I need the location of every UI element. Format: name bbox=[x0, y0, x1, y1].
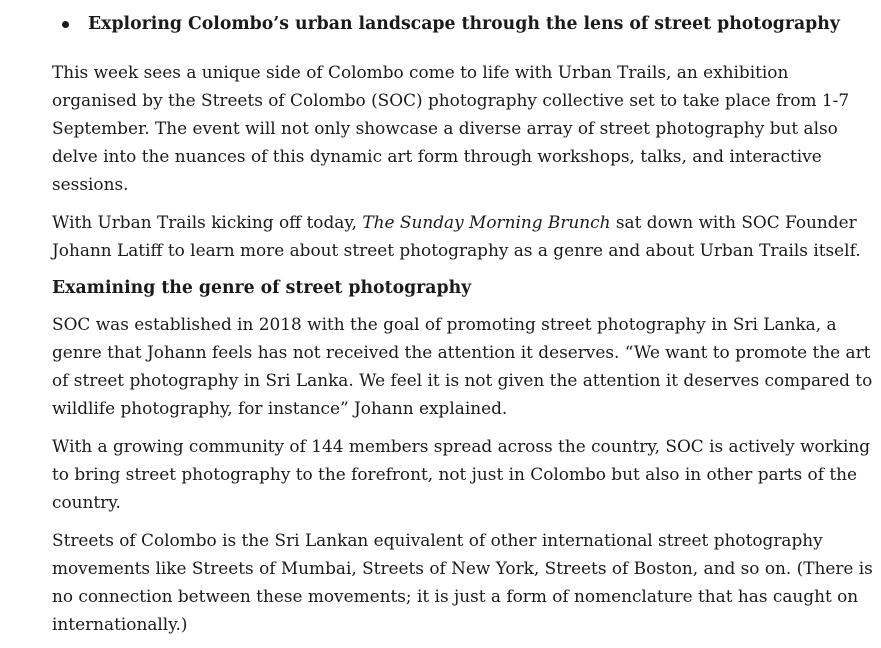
article-body bbox=[52, 10, 874, 648]
paragraph-equivalents: Streets of Colombo is the Sri Lankan equivalent of other international street photography movements like Streets of Mumbai, Streets of New York, Streets of Boston, and so on. (There is no connection between these movements; it is just a form of nomenclature that has caught on internationally.) bbox=[52, 530, 873, 634]
headline-bullet-item bbox=[52, 10, 874, 38]
bullet-icon bbox=[62, 21, 69, 28]
paragraph-brunch-lead: With Urban Trails kicking off today, bbox=[52, 212, 363, 232]
paragraph-intro: This week sees a unique side of Colombo come to life with Urban Trails, an exhibition organised by the Streets of Colombo (SOC) photography collective set to take place from 1-7 September. The event will not only showcase a diverse array of street photography but also delve into the nuances of this dynamic art form through workshops, talks, and interactive sessions. bbox=[52, 62, 850, 194]
headline-text: Exploring Colombo’s urban landscape through the lens of street photography bbox=[88, 14, 840, 34]
paragraph-brunch-rest: sat down with SOC Founder Johann Latiff to learn more about street photography as a genre and about Urban Trails itself. bbox=[52, 212, 861, 260]
paragraph-soc-established: SOC was established in 2018 with the goal of promoting street photography in Sri Lanka, a genre that Johann feels has not received the attention it deserves. “We want to promote the art of street photography in Sri Lanka. We feel it is not given the attention it deserves compared to wildlife photography, for instance” Johann explained. bbox=[52, 314, 873, 418]
paragraph-brunch bbox=[52, 208, 874, 264]
section-subheading: Examining the genre of street photography bbox=[52, 278, 472, 298]
publication-name: The Sunday Morning Brunch bbox=[362, 212, 611, 232]
paragraph-community: With a growing community of 144 members spread across the country, SOC is actively working to bring street photography to the forefront, not just in Colombo but also in other parts of the country. bbox=[52, 436, 871, 512]
